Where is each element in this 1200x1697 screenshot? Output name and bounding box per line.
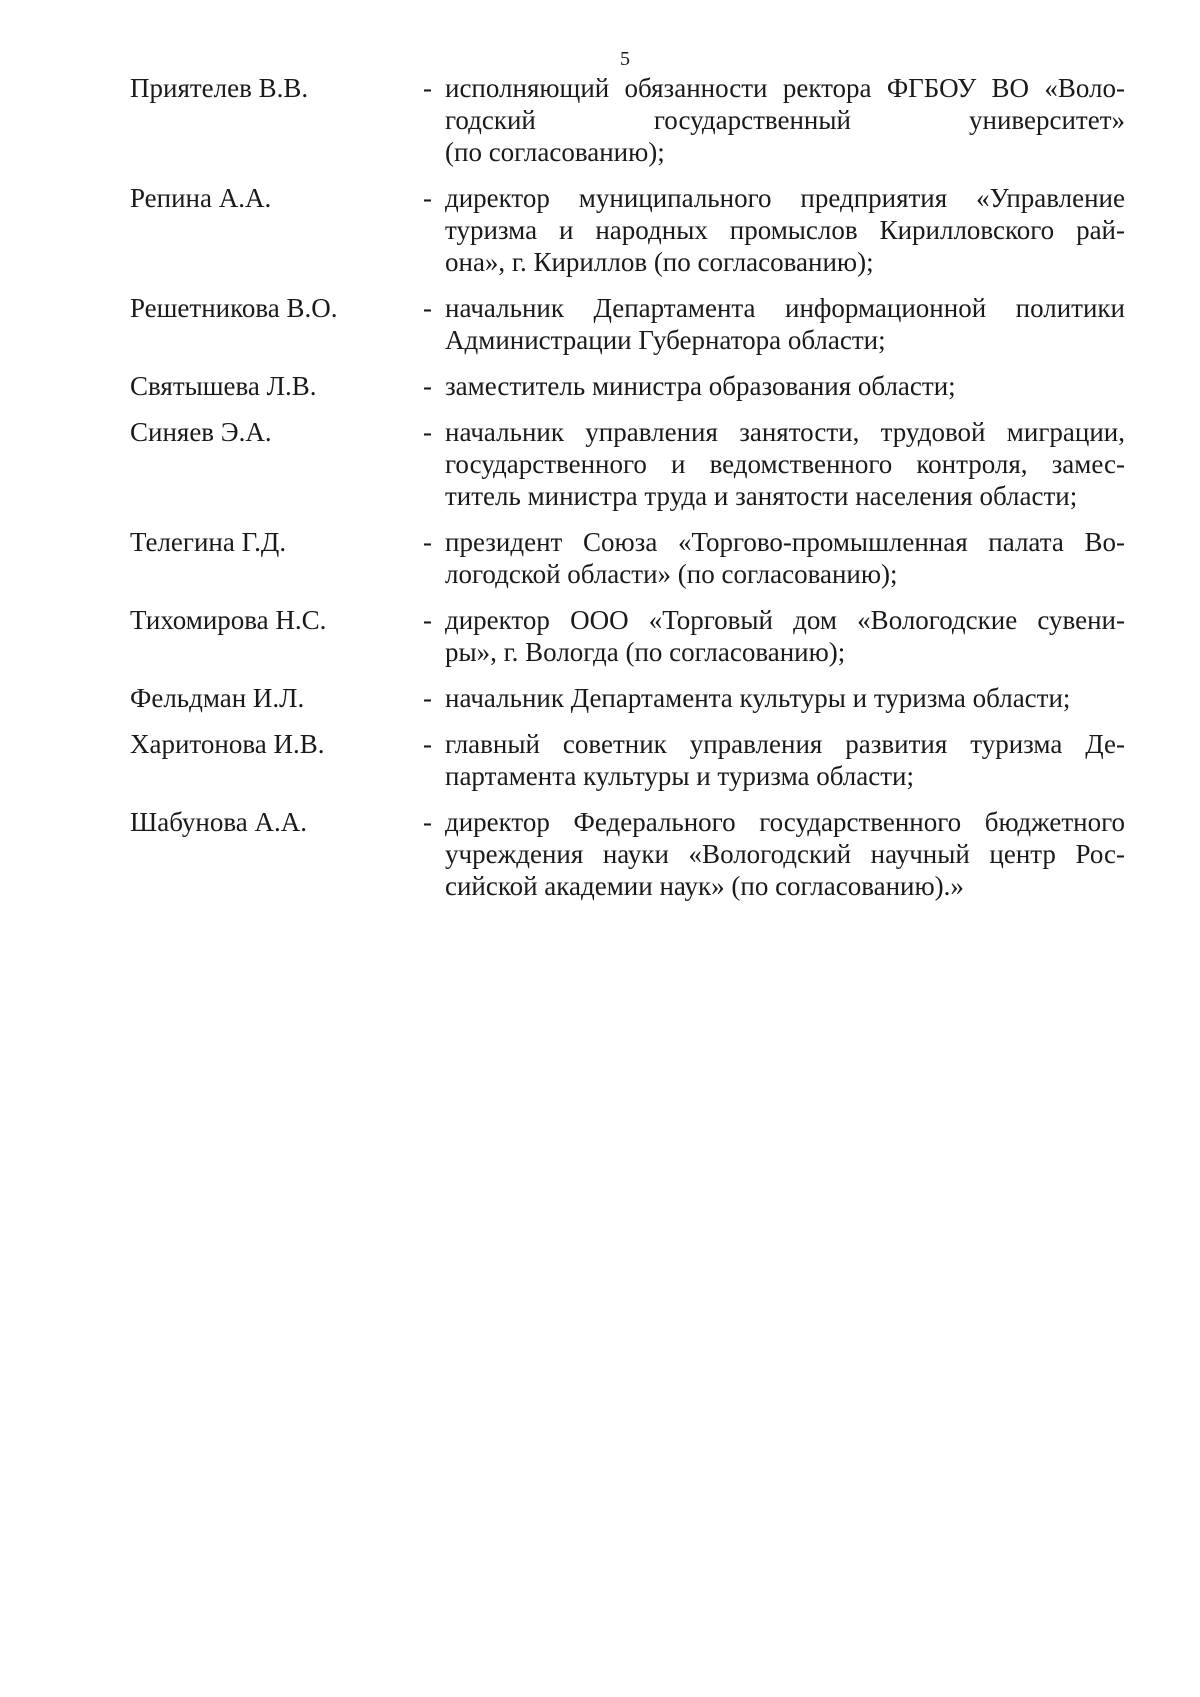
position-line: директор муниципального предприятия «Управление — [445, 183, 1125, 213]
position-line: ры», г. Вологда (по согласованию); — [445, 637, 846, 667]
position-line: директор Федерального государственного бюджетного — [445, 807, 1125, 837]
member-entry — [130, 72, 1130, 168]
member-entry — [130, 728, 1130, 792]
position-line: туризма и народных промыслов Кирилловского рай- — [445, 215, 1125, 245]
member-name: Шабунова А.А. — [130, 807, 308, 837]
member-name: Фельдман И.Л. — [130, 683, 305, 713]
separator-dash: - — [423, 371, 432, 401]
page-number: 5 — [620, 48, 630, 70]
member-name: Харитонова И.В. — [130, 729, 325, 759]
separator-dash: - — [423, 73, 432, 103]
member-position — [445, 604, 1125, 668]
member-position — [445, 728, 1125, 792]
position-line: сийской академии наук» (по согласованию).» — [445, 871, 964, 901]
member-entry — [130, 370, 1130, 402]
member-name: Синяев Э.А. — [130, 417, 272, 447]
separator-dash: - — [423, 729, 432, 759]
position-line: государственного и ведомственного контроля, замес- — [445, 449, 1125, 479]
position-line: титель министра труда и занятости населения области; — [445, 481, 1078, 511]
position-line: годский государственный университет» — [445, 105, 1125, 135]
position-line: логодской области» (по согласованию); — [445, 559, 898, 589]
position-line: начальник Департамента информационной политики — [445, 293, 1125, 323]
position-line: главный советник управления развития туризма Де- — [445, 729, 1125, 759]
separator-dash: - — [423, 605, 432, 635]
member-name: Репина А.А. — [130, 183, 272, 213]
member-position — [445, 806, 1125, 902]
position-line: президент Союза «Торгово-промышленная палата Во- — [445, 527, 1125, 557]
member-name: Тихомирова Н.С. — [130, 605, 327, 635]
member-entry — [130, 604, 1130, 668]
member-entry — [130, 682, 1130, 714]
position-line: начальник управления занятости, трудовой миграции, — [445, 417, 1125, 447]
position-line: (по согласованию); — [445, 137, 665, 167]
member-entry — [130, 806, 1130, 902]
position-line: учреждения науки «Вологодский научный центр Рос- — [445, 839, 1125, 869]
member-name: Решетникова В.О. — [130, 293, 338, 323]
member-position — [445, 526, 1125, 590]
separator-dash: - — [423, 183, 432, 213]
position-line: заместитель министра образования области; — [445, 371, 956, 401]
member-name: Приятелев В.В. — [130, 73, 309, 103]
position-line: исполняющий обязанности ректора ФГБОУ ВО «Воло- — [445, 73, 1125, 103]
position-line: она», г. Кириллов (по согласованию); — [445, 247, 874, 277]
separator-dash: - — [423, 807, 432, 837]
member-entry — [130, 416, 1130, 512]
member-entry — [130, 182, 1130, 278]
member-position — [445, 72, 1125, 168]
position-line: директор ООО «Торговый дом «Вологодские сувени- — [445, 605, 1125, 635]
position-line: начальник Департамента культуры и туризма области; — [445, 683, 1071, 713]
member-name: Телегина Г.Д. — [130, 527, 287, 557]
member-position — [445, 292, 1125, 356]
position-line: партамента культуры и туризма области; — [445, 761, 914, 791]
member-position — [445, 182, 1125, 278]
separator-dash: - — [423, 293, 432, 323]
separator-dash: - — [423, 683, 432, 713]
members-list — [130, 72, 1130, 902]
member-position — [445, 682, 1125, 714]
member-name: Святышева Л.В. — [130, 371, 317, 401]
member-entry — [130, 526, 1130, 590]
separator-dash: - — [423, 417, 432, 447]
position-line: Администрации Губернатора области; — [445, 325, 886, 355]
member-entry — [130, 292, 1130, 356]
member-position — [445, 416, 1125, 512]
member-position — [445, 370, 1125, 402]
separator-dash: - — [423, 527, 432, 557]
